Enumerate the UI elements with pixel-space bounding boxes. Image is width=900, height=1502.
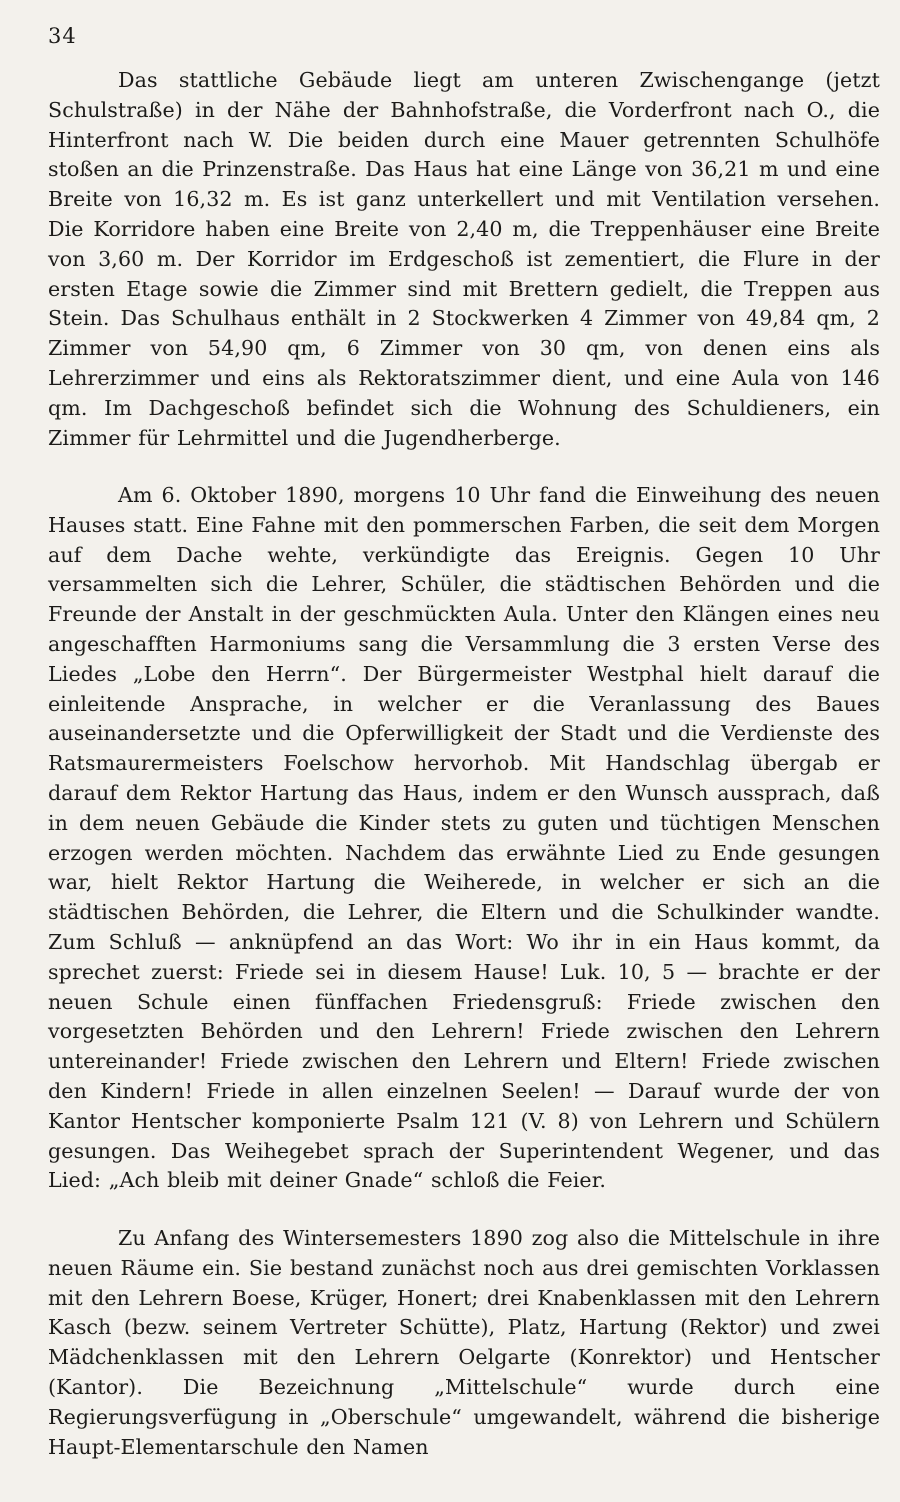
paragraph-inauguration — [48, 481, 880, 1196]
paragraph-text: Zu Anfang des Wintersemesters 1890 zog also die Mittelschule in ihre neuen Räume ein. Sie bestand zunächst noch aus drei gemischten Vorklassen mit den Lehrern Boese, Krüger, Honert; drei Knabenklassen mit den Lehrern Kasch (bezw. seinem Vertreter Schütte), Platz, Hartung (Rektor) und zwei Mädchenklassen mit den Lehrern Oelgarte (Konrektor) und Hentscher (Kantor). Die Bezeichnung „Mittelschule“ wurde durch eine Regierungsverfügung in „Oberschule“ umgewandelt, während die bisherige Haupt-Elementarschule den Namen — [48, 1226, 880, 1459]
paragraph-text: Am 6. Oktober 1890, morgens 10 Uhr fand die Einweihung des neuen Hauses statt. Eine Fahne mit den pommerschen Farben, die seit dem Morgen auf dem Dache wehte, verkündigte das Ereignis. Gegen 10 Uhr versammelten sich die Lehrer, Schüler, die städtischen Behörden und die Freunde der Anstalt in der geschmückten Aula. Unter den Klängen eines neu angeschafften Harmoniums sang die Versammlung die 3 ersten Verse des Liedes „Lobe den Herrn“. Der Bürgermeister Westphal hielt darauf die einleitende Ansprache, in welcher er die Veranlassung des Baues auseinandersetzte und die Opferwilligkeit der Stadt und die Verdienste des Ratsmaurermeisters Foelschow hervorhob. Mit Handschlag übergab er darauf dem Rektor Hartung das Haus, indem er den Wunsch aussprach, daß in dem neuen Gebäude die Kinder stets zu guten und tüchtigen Menschen erzogen werden möchten. Nachdem das erwähnte Lied zu Ende gesungen war, hielt Rektor Hartung die Weiherede, in welcher er sich an die städtischen Behörden, die Lehrer, die Eltern und die Schulkinder wandte. Zum Schluß — anknüpfend an das Wort: Wo ihr in ein Haus kommt, da sprechet zuerst: Friede sei in diesem Hause! Luk. 10, 5 — brachte er der neuen Schule einen fünffachen Friedensgruß: Friede zwischen den vorgesetzten Behörden und den Lehrern! Friede zwischen den Lehrern untereinander! Friede zwischen den Lehrern und Eltern! Friede zwischen den Kindern! Friede in allen einzelnen Seelen! — Darauf wurde der von Kantor Hentscher komponierte Psalm 121 (V. 8) von Lehrern und Schülern gesungen. Das Weihegebet sprach der Superintendent Wegener, und das Lied: „Ach bleib mit deiner Gnade“ schloß die Feier. — [48, 483, 880, 1193]
paragraph-winter-semester — [48, 1224, 880, 1462]
paragraph-text: Das stattliche Gebäude liegt am unteren Zwischengange (jetzt Schulstraße) in der Nähe der Bahnhofstraße, die Vorderfront nach O., die Hinterfront nach W. Die beiden durch eine Mauer getrennten Schulhöfe stoßen an die Prinzenstraße. Das Haus hat eine Länge von 36,21 m und eine Breite von 16,32 m. Es ist ganz unterkellert und mit Ventilation versehen. Die Korridore haben eine Breite von 2,40 m, die Treppenhäuser eine Breite von 3,60 m. Der Korridor im Erdgeschoß ist zementiert, die Flure in der ersten Etage sowie die Zimmer sind mit Brettern gedielt, die Treppen aus Stein. Das Schulhaus enthält in 2 Stockwerken 4 Zimmer von 49,84 qm, 2 Zimmer von 54,90 qm, 6 Zimmer von 30 qm, von denen eins als Lehrerzimmer und eins als Rektoratszimmer dient, und eine Aula von 146 qm. Im Dachgeschoß befindet sich die Wohnung des Schuldieners, ein Zimmer für Lehrmittel und die Jugendherberge. — [48, 68, 880, 450]
paragraph-building — [48, 66, 880, 453]
page-number: 34 — [48, 24, 77, 48]
